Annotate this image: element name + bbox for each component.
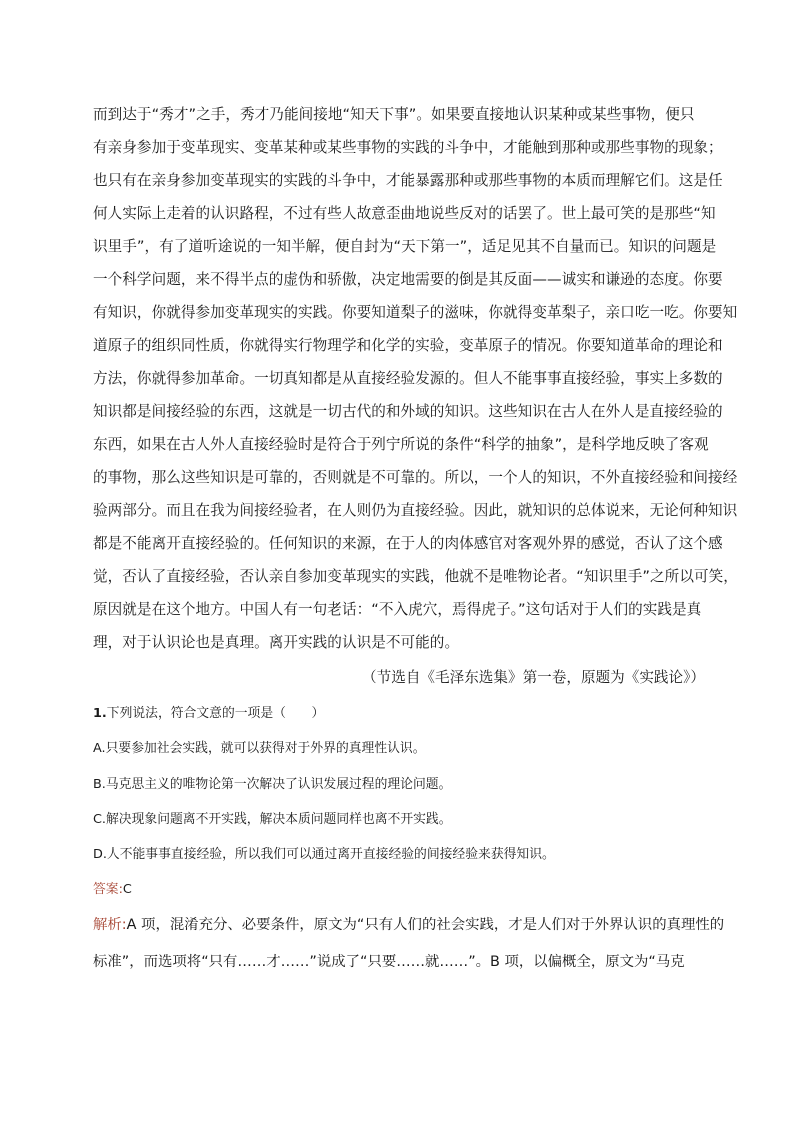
analysis-block [93, 907, 725, 981]
passage-line: 都是不能离开直接经验的。任何知识的来源，在于人的肉体感官对客观外界的感觉，否认了这个感 [93, 535, 723, 552]
passage-line: 方法，你就得参加革命。一切真知都是从直接经验发源的。但人不能事事直接经验，事实上多数的 [93, 370, 723, 387]
question-stem [93, 696, 705, 731]
document-page [93, 98, 738, 981]
passage-line: 何人实际上走着的认识路程，不过有些人故意歪曲地说些反对的话罢了。世上最可笑的是那些“知 [93, 205, 716, 222]
answer-value: C [122, 882, 132, 898]
passage-line: 验两部分。而且在我为间接经验者，在人则仍为直接经验。因此，就知识的总体说来，无论何种知识 [93, 502, 738, 519]
analysis-text: A 项，混淆充分、必要条件，原文为“只有人们的社会实践，才是人们对于外界认识的真理性的 [126, 917, 725, 934]
passage-line: 也只有在亲身参加变革现实的实践的斗争中，才能暴露那种或那些事物的本质而理解它们。这是任 [93, 172, 723, 189]
question-text: 下列说法，符合文意的一项是（ ） [106, 706, 325, 721]
analysis-label: 解析: [93, 917, 127, 934]
passage-line: 觉，否认了直接经验，否认亲自参加变革现实的实践，他就不是唯物论者。“知识里手”之所以可笑， [93, 568, 738, 585]
passage-line: 道原子的组织同性质，你就得实行物理学和化学的实验，变革原子的情况。你要知道革命的理论和 [93, 337, 723, 354]
passage-line: 识里手”，有了道听途说的一知半解，便自封为“天下第一”，适足见其不自量而已。知识的问题是 [93, 238, 717, 255]
option-c: C.解决现象问题离不开实践，解决本质问题同样也离不开实践。 [93, 811, 452, 827]
option-d: D.人不能事事直接经验，所以我们可以通过离开直接经验的间接经验来获得知识。 [93, 847, 555, 863]
question-number: 1. [93, 706, 107, 721]
answer-line [93, 872, 705, 907]
question-block [93, 696, 705, 872]
answer-label: 答案: [93, 882, 123, 898]
reading-passage [93, 98, 738, 659]
passage-line: 有知识，你就得参加变革现实的实践。你要知道梨子的滋味，你就得变革梨子，亲口吃一吃。你要知 [93, 304, 738, 321]
passage-line: 东西，如果在古人外人直接经验时是符合于列宁所说的条件“科学的抽象”，是科学地反映了客观 [93, 436, 709, 453]
passage-line: 有亲身参加于变革现实、变革某种或某些事物的实践的斗争中，才能触到那种或那些事物的现象； [93, 139, 723, 156]
passage-source: （节选自《毛泽东选集》第一卷，原题为《实践论》） [362, 669, 705, 686]
option-b: B.马克思主义的唯物论第一次解决了认识发展过程的理论问题。 [93, 776, 452, 792]
passage-line: 的事物，那么这些知识是可靠的，否则就是不可靠的。所以，一个人的知识，不外直接经验和间接经 [93, 469, 738, 486]
passage-line: 一个科学问题，来不得半点的虚伪和骄傲，决定地需要的倒是其反面——诚实和谦逊的态度。你要 [93, 271, 723, 288]
analysis-line: 标准”，而选项将“只有……才……”说成了“只要……就……”。B 项，以偏概全，原文为“马克 [93, 954, 685, 971]
analysis-line [93, 907, 725, 944]
passage-line: 知识都是间接经验的东西，这就是一切古代的和外域的知识。这些知识在古人在外人是直接经验的 [93, 403, 723, 420]
option-a: A.只要参加社会实践，就可以获得对于外界的真理性认识。 [93, 741, 426, 757]
passage-line: 理，对于认识论也是真理。离开实践的认识是不可能的。 [93, 634, 460, 651]
passage-line: 而到达于“秀才”之手，秀才乃能间接地“知天下事”。如果要直接地认识某种或某些事物，便只 [93, 106, 695, 123]
passage-line: 原因就是在这个地方。中国人有一句老话：“不入虎穴，焉得虎子。”这句话对于人们的实践是真 [93, 601, 702, 618]
